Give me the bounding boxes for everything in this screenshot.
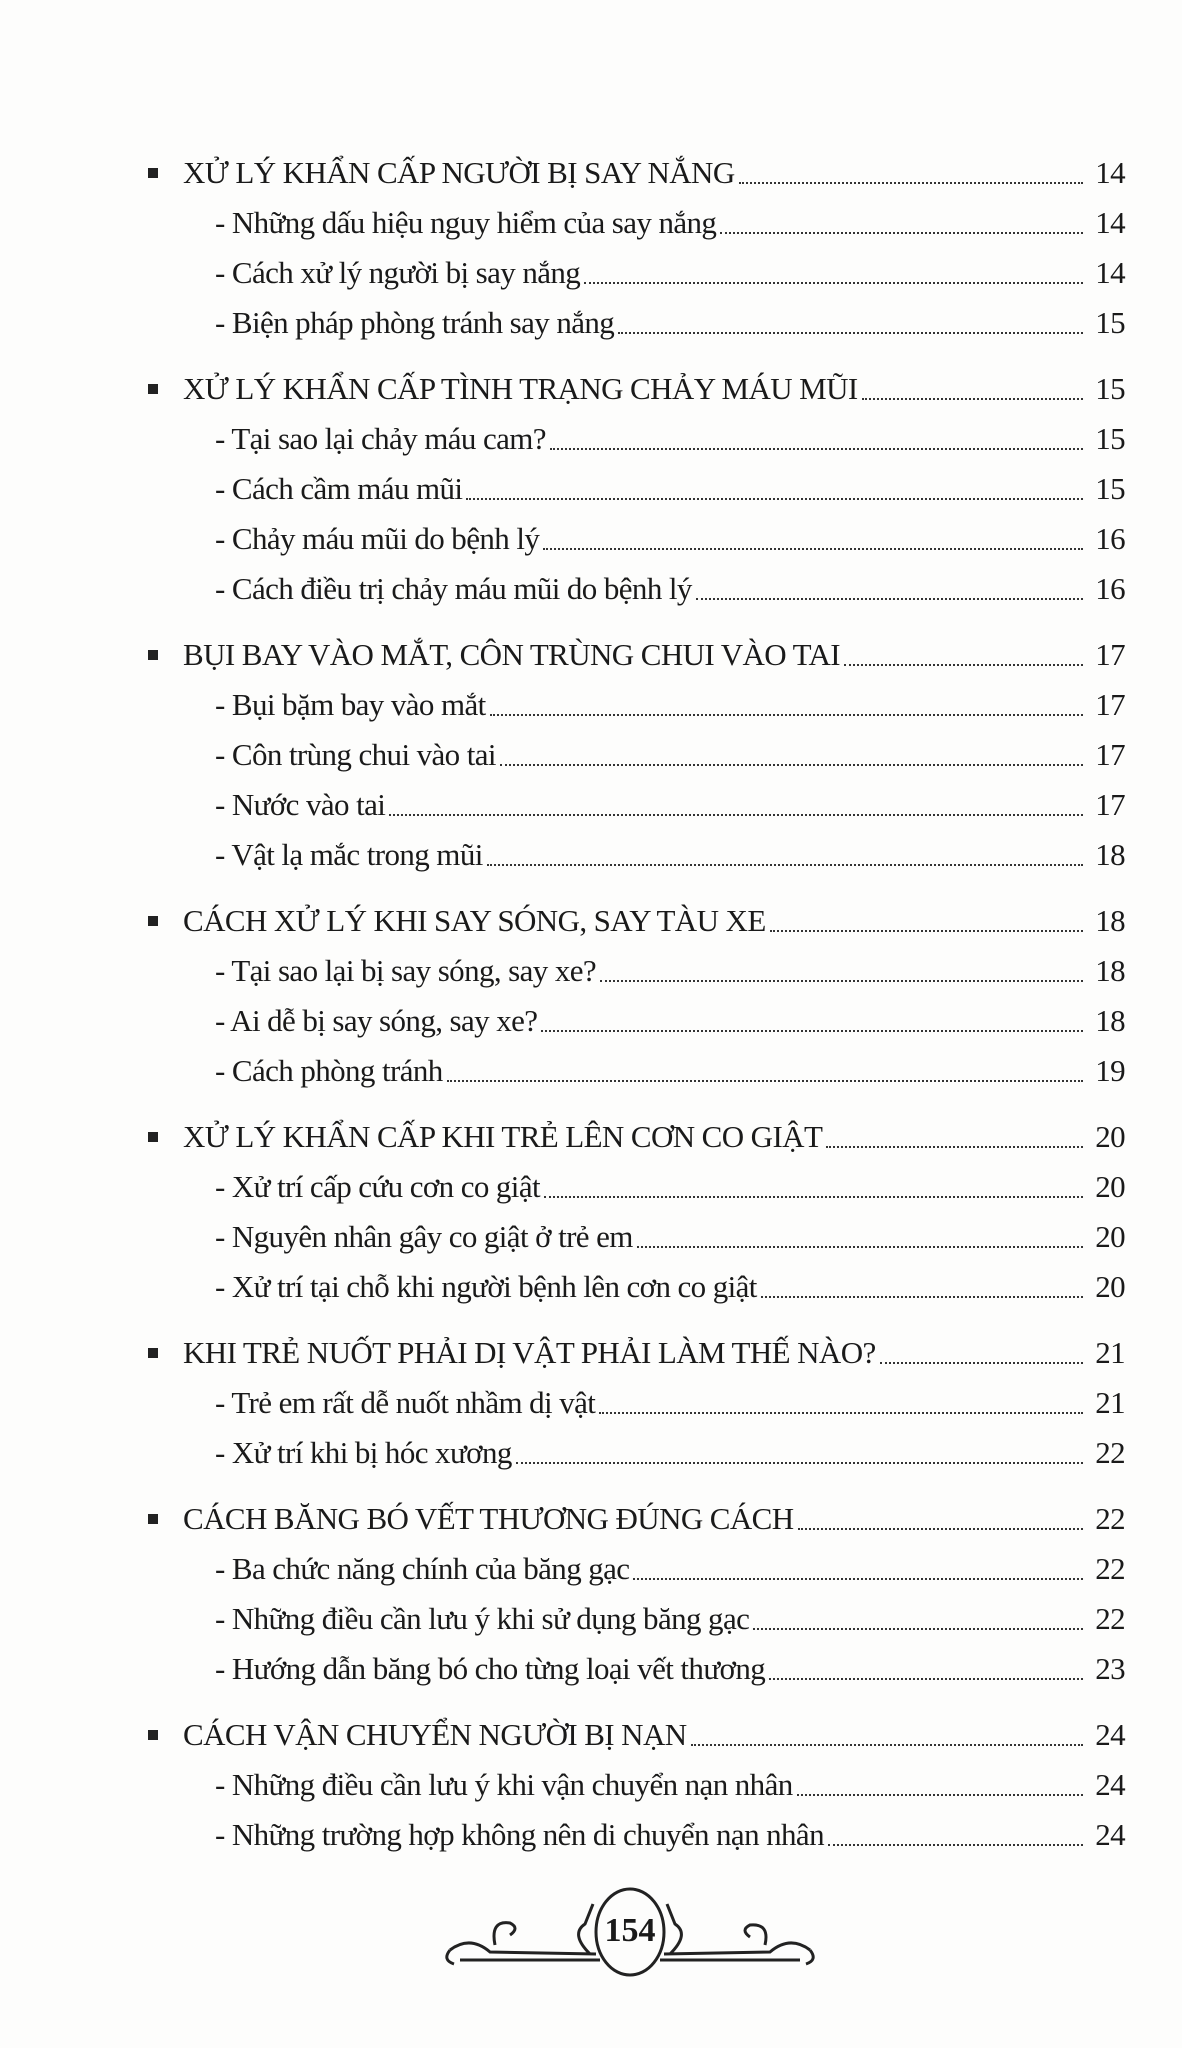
dot-leader	[769, 1678, 1083, 1680]
toc-subitem[interactable]	[140, 680, 1125, 730]
toc-subitem[interactable]	[140, 564, 1125, 614]
dot-leader	[862, 398, 1083, 400]
dot-leader	[544, 1196, 1083, 1198]
toc-page-number: 15	[1095, 421, 1125, 456]
toc-page-number: 16	[1095, 571, 1125, 606]
toc-subitem[interactable]	[140, 414, 1125, 464]
dot-leader	[844, 664, 1083, 666]
toc-heading-label: BỤI BAY VÀO MẮT, CÔN TRÙNG CHUI VÀO TAI	[183, 637, 841, 672]
toc-heading[interactable]	[140, 1112, 1125, 1162]
square-bullet-icon	[148, 916, 158, 926]
toc-page-number: 17	[1095, 787, 1125, 822]
toc-section	[140, 630, 1125, 880]
toc-heading-label: XỬ LÝ KHẨN CẤP KHI TRẺ LÊN CƠN CO GIẬT	[183, 1119, 823, 1154]
toc-subitem[interactable]	[140, 1644, 1125, 1694]
toc-page-number: 20	[1095, 1169, 1125, 1204]
dot-leader	[550, 448, 1083, 450]
toc-page-number: 20	[1095, 1219, 1125, 1254]
toc-subitem[interactable]	[140, 198, 1125, 248]
toc-subitem[interactable]	[140, 1428, 1125, 1478]
toc-subitem[interactable]	[140, 730, 1125, 780]
toc-heading-label: CÁCH XỬ LÝ KHI SAY SÓNG, SAY TÀU XE	[183, 903, 766, 938]
dot-leader	[798, 1528, 1083, 1530]
dot-leader	[600, 980, 1083, 982]
toc-subitem-label: - Nước vào tai	[215, 787, 386, 822]
square-bullet-icon	[148, 1730, 158, 1740]
page-number-ornament	[430, 1880, 830, 2000]
toc-subitem[interactable]	[140, 996, 1125, 1046]
toc-page-number: 20	[1095, 1269, 1125, 1304]
toc-page-number: 17	[1095, 687, 1125, 722]
toc-heading[interactable]	[140, 1710, 1125, 1760]
toc-heading-label: CÁCH BĂNG BÓ VẾT THƯƠNG ĐÚNG CÁCH	[183, 1501, 794, 1536]
toc-subitem[interactable]	[140, 1594, 1125, 1644]
toc-subitem-label: - Cách phòng tránh	[215, 1053, 443, 1088]
dot-leader	[487, 864, 1083, 866]
dot-leader	[633, 1578, 1083, 1580]
toc-page-number: 17	[1095, 637, 1125, 672]
toc-page-number: 14	[1095, 255, 1125, 290]
dot-leader	[543, 548, 1083, 550]
dot-leader	[447, 1080, 1083, 1082]
square-bullet-icon	[148, 384, 158, 394]
dot-leader	[691, 1744, 1083, 1746]
toc-subitem[interactable]	[140, 1378, 1125, 1428]
toc-heading[interactable]	[140, 148, 1125, 198]
toc-page-number: 18	[1095, 837, 1125, 872]
toc-subitem-label: - Tại sao lại chảy máu cam?	[215, 421, 546, 456]
dot-leader	[490, 714, 1083, 716]
toc-subitem[interactable]	[140, 1162, 1125, 1212]
toc-subitem[interactable]	[140, 946, 1125, 996]
dot-leader	[797, 1794, 1083, 1796]
toc-section	[140, 896, 1125, 1096]
toc-page-number: 23	[1095, 1651, 1125, 1686]
toc-subitem-label: - Những dấu hiệu nguy hiểm của say nắng	[215, 205, 717, 240]
toc-subitem-label: - Ai dễ bị say sóng, say xe?	[215, 1003, 538, 1038]
square-bullet-icon	[148, 1132, 158, 1142]
toc-subitem-label: - Tại sao lại bị say sóng, say xe?	[215, 953, 597, 988]
toc-page-number: 24	[1095, 1817, 1125, 1852]
dot-leader	[720, 232, 1083, 234]
toc-section	[140, 1494, 1125, 1694]
toc-subitem[interactable]	[140, 1212, 1125, 1262]
dot-leader	[828, 1844, 1083, 1846]
toc-subitem[interactable]	[140, 1046, 1125, 1096]
toc-page-number: 24	[1095, 1767, 1125, 1802]
dot-leader	[880, 1362, 1083, 1364]
toc-page-number: 22	[1095, 1435, 1125, 1470]
dot-leader	[516, 1462, 1083, 1464]
toc-subitem[interactable]	[140, 830, 1125, 880]
toc-subitem-label: - Ba chức năng chính của băng gạc	[215, 1551, 630, 1586]
toc-subitem-label: - Trẻ em rất dễ nuốt nhầm dị vật	[215, 1385, 596, 1420]
toc-subitem-label: - Cách cầm máu mũi	[215, 471, 463, 506]
toc-section	[140, 1112, 1125, 1312]
square-bullet-icon	[148, 1348, 158, 1358]
toc-subitem-label: - Côn trùng chui vào tai	[215, 737, 496, 772]
toc-page-number: 18	[1095, 953, 1125, 988]
dot-leader	[466, 498, 1083, 500]
toc-page-number: 14	[1095, 205, 1125, 240]
toc-heading-label: XỬ LÝ KHẨN CẤP TÌNH TRẠNG CHẢY MÁU MŨI	[183, 371, 858, 406]
square-bullet-icon	[148, 1514, 158, 1524]
toc-heading[interactable]	[140, 364, 1125, 414]
toc-page-number: 16	[1095, 521, 1125, 556]
dot-leader	[618, 332, 1083, 334]
toc-page-number: 15	[1095, 371, 1125, 406]
toc-heading-label: CÁCH VẬN CHUYỂN NGƯỜI BỊ NẠN	[183, 1717, 687, 1752]
toc-page-number: 22	[1095, 1551, 1125, 1586]
toc-subitem-label: - Hướng dẫn băng bó cho từng loại vết thương	[215, 1651, 766, 1686]
toc-subitem-label: - Những điều cần lưu ý khi sử dụng băng gạc	[215, 1601, 750, 1636]
toc-subitem-label: - Nguyên nhân gây co giật ở trẻ em	[215, 1219, 633, 1254]
toc-page-number: 15	[1095, 305, 1125, 340]
toc-page-number: 14	[1095, 155, 1125, 190]
toc-page-number: 21	[1095, 1335, 1125, 1370]
dot-leader	[637, 1246, 1083, 1248]
toc-subitem[interactable]	[140, 1262, 1125, 1312]
toc-heading[interactable]	[140, 630, 1125, 680]
toc-section	[140, 1710, 1125, 1860]
toc-subitem-label: - Những trường hợp không nên di chuyển nạn nhân	[215, 1817, 824, 1852]
toc-heading[interactable]	[140, 1494, 1125, 1544]
toc-section	[140, 364, 1125, 614]
dot-leader	[599, 1412, 1083, 1414]
toc-page-number: 18	[1095, 903, 1125, 938]
toc-subitem-label: - Cách xử lý người bị say nắng	[215, 255, 581, 290]
toc-heading-label: XỬ LÝ KHẨN CẤP NGƯỜI BỊ SAY NẮNG	[183, 155, 735, 190]
toc-subitem-label: - Bụi bặm bay vào mắt	[215, 687, 486, 722]
toc-heading[interactable]	[140, 896, 1125, 946]
dot-leader	[389, 814, 1083, 816]
dot-leader	[826, 1146, 1083, 1148]
toc-subitem[interactable]	[140, 298, 1125, 348]
toc-section	[140, 148, 1125, 348]
toc-subitem-label: - Chảy máu mũi do bệnh lý	[215, 521, 540, 556]
dot-leader	[770, 930, 1083, 932]
toc-subitem[interactable]	[140, 248, 1125, 298]
toc-subitem[interactable]	[140, 1810, 1125, 1860]
toc-subitem[interactable]	[140, 1760, 1125, 1810]
toc-page-number: 21	[1095, 1385, 1125, 1420]
toc-subitem[interactable]	[140, 780, 1125, 830]
toc-page-number: 19	[1095, 1053, 1125, 1088]
dot-leader	[739, 182, 1083, 184]
toc-page-number: 17	[1095, 737, 1125, 772]
toc-page-number: 18	[1095, 1003, 1125, 1038]
toc-subitem[interactable]	[140, 464, 1125, 514]
square-bullet-icon	[148, 168, 158, 178]
toc-section	[140, 1328, 1125, 1478]
dot-leader	[696, 598, 1083, 600]
toc-subitem[interactable]	[140, 514, 1125, 564]
dot-leader	[753, 1628, 1083, 1630]
toc-page-number: 22	[1095, 1501, 1125, 1536]
page-number: 154	[604, 1912, 656, 1949]
dot-leader	[584, 282, 1083, 284]
toc-subitem-label: - Vật lạ mắc trong mũi	[215, 837, 483, 872]
square-bullet-icon	[148, 650, 158, 660]
toc-subitem[interactable]	[140, 1544, 1125, 1594]
toc-page-number: 20	[1095, 1119, 1125, 1154]
toc-heading-label: KHI TRẺ NUỐT PHẢI DỊ VẬT PHẢI LÀM THẾ NÀO?	[183, 1335, 876, 1370]
toc-page-number: 15	[1095, 471, 1125, 506]
dot-leader	[500, 764, 1083, 766]
dot-leader	[761, 1296, 1083, 1298]
toc-page-number: 24	[1095, 1717, 1125, 1752]
toc-subitem-label: - Biện pháp phòng tránh say nắng	[215, 305, 615, 340]
toc-subitem-label: - Xử trí cấp cứu cơn co giật	[215, 1169, 540, 1204]
toc-subitem-label: - Cách điều trị chảy máu mũi do bệnh lý	[215, 571, 692, 606]
toc-subitem-label: - Xử trí tại chỗ khi người bệnh lên cơn co giật	[215, 1269, 757, 1304]
toc-subitem-label: - Xử trí khi bị hóc xương	[215, 1435, 512, 1470]
table-of-contents	[140, 148, 1125, 1876]
toc-heading[interactable]	[140, 1328, 1125, 1378]
toc-page-number: 22	[1095, 1601, 1125, 1636]
dot-leader	[541, 1030, 1083, 1032]
toc-subitem-label: - Những điều cần lưu ý khi vận chuyển nạn nhân	[215, 1767, 793, 1802]
